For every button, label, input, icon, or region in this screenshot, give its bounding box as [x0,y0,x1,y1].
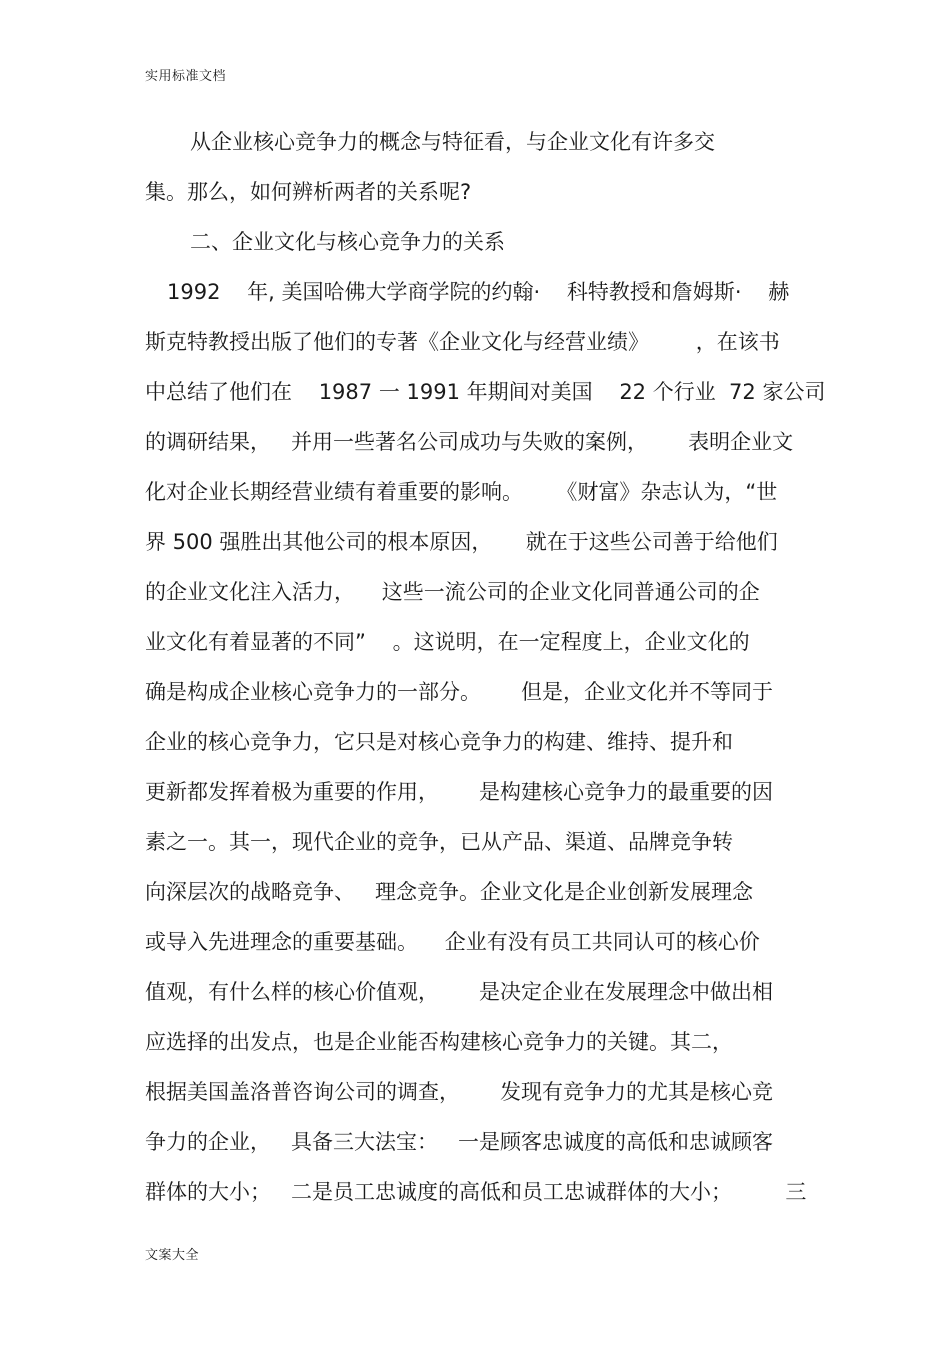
paragraph-line: 向深层次的战略竞争、 理念竞争。企业文化是企业创新发展理念 [145,880,754,904]
paragraph-line: 或导入先进理念的重要基础。 企业有没有员工共同认可的核心价 [145,930,760,954]
paragraph-line: 企业的核心竞争力，它只是对核心竞争力的构建、维持、提升和 [145,730,733,754]
paragraph-line: 的企业文化注入活力， 这些一流公司的企业文化同普通公司的企 [145,580,760,604]
paragraph-line: 根据美国盖洛普咨询公司的调查， 发现有竞争力的尤其是核心竞 [145,1080,774,1104]
paragraph-line: 化对企业长期经营业绩有着重要的影响。 《财富》杂志认为，“世 [145,480,778,504]
paragraph-line: 从企业核心竞争力的概念与特征看，与企业文化有许多交 [190,130,715,154]
paragraph-line: 界 500 强胜出其他公司的根本原因， 就在于这些公司善于给他们 [145,530,778,554]
paragraph-line: 斯克特教授出版了他们的专著《企业文化与经营业绩》 ，在该书 [145,330,780,354]
paragraph-line: 确是构成企业核心竞争力的一部分。 但是，企业文化并不等同于 [145,680,774,704]
page-footer: 文案大全 [145,1248,200,1263]
paragraph-line: 的调研结果， 并用一些著名公司成功与失败的案例， 表明企业文 [145,430,794,454]
section-heading: 二、企业文化与核心竞争力的关系 [190,230,505,254]
paragraph-line: 争力的企业， 具备三大法宝： 一是顾客忠诚度的高低和忠诚顾客 [145,1130,774,1154]
paragraph-line: 应选择的出发点，也是企业能否构建核心竞争力的关键。其二， [145,1030,733,1054]
paragraph-line: 1992 年, 美国哈佛大学商学院的约翰· 科特教授和詹姆斯· 赫 [167,280,790,304]
paragraph-line: 中总结了他们在 1987 一 1991 年期间对美国 22 个行业 72 家公司 [145,380,826,404]
paragraph-line: 集。那么，如何辨析两者的关系呢? [145,180,472,204]
paragraph-line: 更新都发挥着极为重要的作用， 是构建核心竞争力的最重要的因 [145,780,774,804]
page-header: 实用标准文档 [145,69,227,84]
paragraph-line: 业文化有着显著的不同” 。这说明，在一定程度上，企业文化的 [145,630,750,654]
paragraph-line: 值观，有什么样的核心价值观， 是决定企业在发展理念中做出相 [145,980,774,1004]
paragraph-line: 群体的大小； 二是员工忠诚度的高低和员工忠诚群体的大小； 三 [145,1180,807,1204]
paragraph-line: 素之一。其一，现代企业的竞争，已从产品、渠道、品牌竞争转 [145,830,733,854]
